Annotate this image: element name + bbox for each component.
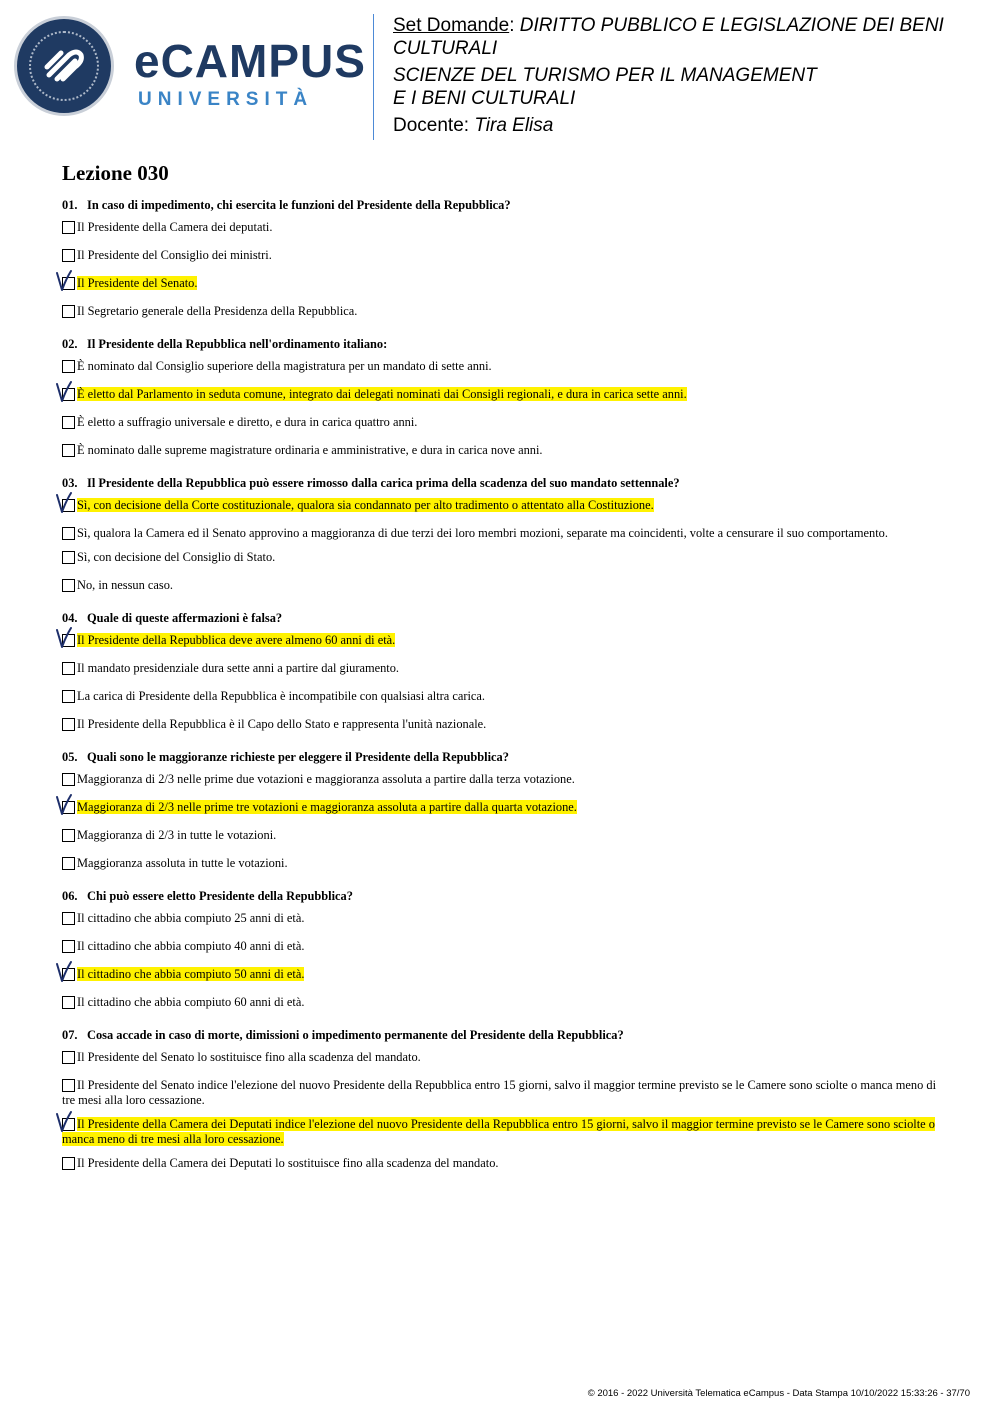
answer-option bbox=[62, 856, 942, 871]
question-item bbox=[62, 885, 942, 1010]
handwritten-check-icon bbox=[54, 491, 74, 519]
answer-option bbox=[62, 220, 942, 235]
answer-checkbox[interactable] bbox=[62, 996, 75, 1009]
answer-text: Maggioranza di 2/3 in tutte le votazioni. bbox=[77, 828, 277, 842]
answer-text: È nominato dal Consiglio superiore della magistratura per un mandato di sette anni. bbox=[77, 359, 492, 373]
question-text: 07. Cosa accade in caso di morte, dimissioni o impedimento permanente del Presidente della Repubblica? bbox=[62, 1024, 942, 1046]
handwritten-check-icon bbox=[54, 626, 74, 654]
answer-text: Il Presidente della Repubblica è il Capo dello Stato e rappresenta l'unità nazionale. bbox=[77, 717, 487, 731]
answer-checkbox[interactable] bbox=[62, 360, 75, 373]
answer-text: Il cittadino che abbia compiuto 25 anni di età. bbox=[77, 911, 305, 925]
handwritten-check-icon bbox=[54, 380, 74, 408]
answer-checkbox[interactable] bbox=[62, 829, 75, 842]
answer-option bbox=[62, 800, 942, 815]
question-text: 03. Il Presidente della Repubblica può essere rimosso dalla carica prima della scadenza del suo mandato settennale? bbox=[62, 472, 942, 494]
answer-text: Il Segretario generale della Presidenza della Repubblica. bbox=[77, 304, 358, 318]
teacher-line bbox=[393, 114, 988, 137]
answer-checkbox[interactable] bbox=[62, 416, 75, 429]
question-number: 07. bbox=[62, 1028, 78, 1042]
logo-brand-text: eCAMPUS bbox=[134, 35, 366, 87]
set-label: Set Domande bbox=[393, 15, 510, 36]
answer-option bbox=[62, 1156, 942, 1171]
ecampus-seal-icon bbox=[14, 16, 114, 116]
lesson-title: Lezione 030 bbox=[62, 161, 169, 185]
teacher-name: Tira Elisa bbox=[474, 115, 554, 136]
logo-subtitle-text: UNIVERSITÀ bbox=[138, 89, 314, 110]
answer-text: Il Presidente del Senato indice l'elezione del nuovo Presidente della Repubblica entro 15 giorni, salvo il maggior termine previsto se le Camere sono sciolte o manca meno di tre mesi alla loro cessazione. bbox=[62, 1078, 937, 1107]
answer-text: Sì, con decisione del Consiglio di Stato. bbox=[77, 550, 276, 564]
question-item bbox=[62, 194, 942, 319]
answer-text: Il Presidente della Camera dei Deputati indice l'elezione del nuovo Presidente della Repubblica entro 15 giorni, salvo il maggior termine previsto se le Camere sono sciolte o manca meno di tre mesi alla loro cessazione. bbox=[62, 1117, 935, 1146]
answer-option bbox=[62, 939, 942, 954]
answer-text: Il Presidente della Repubblica deve avere almeno 60 anni di età. bbox=[77, 633, 396, 647]
answer-checkbox[interactable] bbox=[62, 527, 75, 540]
subject-line-2: CULTURALI bbox=[393, 38, 498, 59]
answer-text: Il Presidente della Camera dei deputati. bbox=[77, 220, 273, 234]
answer-checkbox[interactable] bbox=[62, 579, 75, 592]
answer-text: Il Presidente della Camera dei Deputati lo sostituisce fino alla scadenza del mandato. bbox=[77, 1156, 499, 1170]
answer-checkbox[interactable] bbox=[62, 1157, 75, 1170]
answer-checkbox[interactable] bbox=[62, 1051, 75, 1064]
answer-option bbox=[62, 828, 942, 843]
question-number: 06. bbox=[62, 889, 78, 903]
course-line-1: SCIENZE DEL TURISMO PER IL MANAGEMENT bbox=[393, 65, 817, 86]
answer-option bbox=[62, 387, 942, 402]
handwritten-check-icon bbox=[54, 960, 74, 988]
answer-option bbox=[62, 911, 942, 926]
answer-checkbox[interactable] bbox=[62, 662, 75, 675]
answer-text: Il Presidente del Senato. bbox=[77, 276, 198, 290]
answer-checkbox[interactable] bbox=[62, 912, 75, 925]
answer-text: Il Presidente del Senato lo sostituisce fino alla scadenza del mandato. bbox=[77, 1050, 421, 1064]
answer-checkbox[interactable] bbox=[62, 857, 75, 870]
answer-option bbox=[62, 578, 942, 593]
answer-checkbox[interactable] bbox=[62, 718, 75, 731]
answer-text: Il cittadino che abbia compiuto 50 anni di età. bbox=[77, 967, 305, 981]
question-number: 05. bbox=[62, 750, 78, 764]
answer-option bbox=[62, 443, 942, 458]
question-number: 03. bbox=[62, 476, 78, 490]
question-item bbox=[62, 1024, 942, 1171]
ecampus-logo bbox=[14, 16, 366, 118]
course-line-2: E I BENI CULTURALI bbox=[393, 88, 576, 109]
answer-checkbox[interactable] bbox=[62, 690, 75, 703]
answer-text: Il mandato presidenziale dura sette anni a partire dal giuramento. bbox=[77, 661, 400, 675]
teacher-label: Docente: bbox=[393, 115, 475, 136]
header-divider bbox=[373, 14, 374, 140]
answer-option bbox=[62, 304, 942, 319]
document-header bbox=[393, 14, 988, 137]
answer-text: No, in nessun caso. bbox=[77, 578, 174, 592]
set-line: Set Domande: DIRITTO PUBBLICO E LEGISLAZIONE DEI BENI bbox=[393, 15, 944, 36]
answer-option bbox=[62, 359, 942, 374]
question-number: 04. bbox=[62, 611, 78, 625]
answer-checkbox[interactable] bbox=[62, 940, 75, 953]
handwritten-check-icon bbox=[54, 1110, 74, 1138]
answer-option bbox=[62, 498, 942, 513]
answer-option bbox=[62, 967, 942, 982]
answer-option bbox=[62, 276, 942, 291]
answer-text: Maggioranza di 2/3 nelle prime due votazioni e maggioranza assoluta a partire dalla terza votazione. bbox=[77, 772, 575, 786]
answer-text: È eletto a suffragio universale e diretto, e dura in carica quattro anni. bbox=[77, 415, 418, 429]
question-item bbox=[62, 746, 942, 871]
answer-option bbox=[62, 995, 942, 1010]
handwritten-check-icon bbox=[54, 793, 74, 821]
question-item bbox=[62, 333, 942, 458]
answer-option bbox=[62, 633, 942, 648]
question-text: 06. Chi può essere eletto Presidente della Repubblica? bbox=[62, 885, 942, 907]
question-item bbox=[62, 607, 942, 732]
answer-text: Sì, con decisione della Corte costituzionale, qualora sia condannato per alto tradimento o attentato alla Costituzione. bbox=[77, 498, 654, 512]
answer-option bbox=[62, 1117, 942, 1147]
page-footer: © 2016 - 2022 Università Telematica eCampus - Data Stampa 10/10/2022 15:33:26 - 37/70 bbox=[587, 1388, 970, 1399]
answer-text: Il Presidente del Consiglio dei ministri. bbox=[77, 248, 272, 262]
answer-text: È nominato dalle supreme magistrature ordinaria e amministrative, e dura in carica nove anni. bbox=[77, 443, 543, 457]
question-text: 05. Quali sono le maggioranze richieste per eleggere il Presidente della Repubblica? bbox=[62, 746, 942, 768]
answer-text: È eletto dal Parlamento in seduta comune, integrato dai delegati nominati dai Consigli regionali, e dura in carica sette anni. bbox=[77, 387, 687, 401]
question-item bbox=[62, 472, 942, 593]
answer-text: Il cittadino che abbia compiuto 40 anni di età. bbox=[77, 939, 305, 953]
question-text: 04. Quale di queste affermazioni è falsa? bbox=[62, 607, 942, 629]
answer-option bbox=[62, 526, 942, 541]
answer-option bbox=[62, 550, 942, 565]
answer-text: Il cittadino che abbia compiuto 60 anni di età. bbox=[77, 995, 305, 1009]
answer-checkbox[interactable] bbox=[62, 1079, 75, 1092]
answer-option bbox=[62, 1078, 942, 1108]
answer-checkbox[interactable] bbox=[62, 551, 75, 564]
answer-checkbox[interactable] bbox=[62, 444, 75, 457]
answer-text: Maggioranza di 2/3 nelle prime tre votazioni e maggioranza assoluta a partire dalla quarta votazione. bbox=[77, 800, 577, 814]
answer-text: La carica di Presidente della Repubblica è incompatibile con qualsiasi altra carica. bbox=[77, 689, 486, 703]
handwritten-check-icon bbox=[54, 269, 74, 297]
answer-option bbox=[62, 248, 942, 263]
answer-text: Sì, qualora la Camera ed il Senato approvino a maggioranza di due terzi dei loro membri mozioni, separate ma coincidenti, volte a censurare il suo comportamento. bbox=[77, 526, 888, 540]
subject-line-1: DIRITTO PUBBLICO E LEGISLAZIONE DEI BENI bbox=[519, 15, 944, 36]
answer-option bbox=[62, 689, 942, 704]
answer-text: Maggioranza assoluta in tutte le votazioni. bbox=[77, 856, 288, 870]
answer-option bbox=[62, 661, 942, 676]
question-text: 01. In caso di impedimento, chi esercita le funzioni del Presidente della Repubblica? bbox=[62, 194, 942, 216]
answer-checkbox[interactable] bbox=[62, 221, 75, 234]
question-number: 02. bbox=[62, 337, 78, 351]
answer-option bbox=[62, 717, 942, 732]
question-number: 01. bbox=[62, 198, 78, 212]
question-list bbox=[62, 194, 942, 1185]
answer-option bbox=[62, 772, 942, 787]
question-text: 02. Il Presidente della Repubblica nell'ordinamento italiano: bbox=[62, 333, 942, 355]
answer-checkbox[interactable] bbox=[62, 773, 75, 786]
answer-option bbox=[62, 1050, 942, 1065]
answer-option bbox=[62, 415, 942, 430]
answer-checkbox[interactable] bbox=[62, 305, 75, 318]
answer-checkbox[interactable] bbox=[62, 249, 75, 262]
